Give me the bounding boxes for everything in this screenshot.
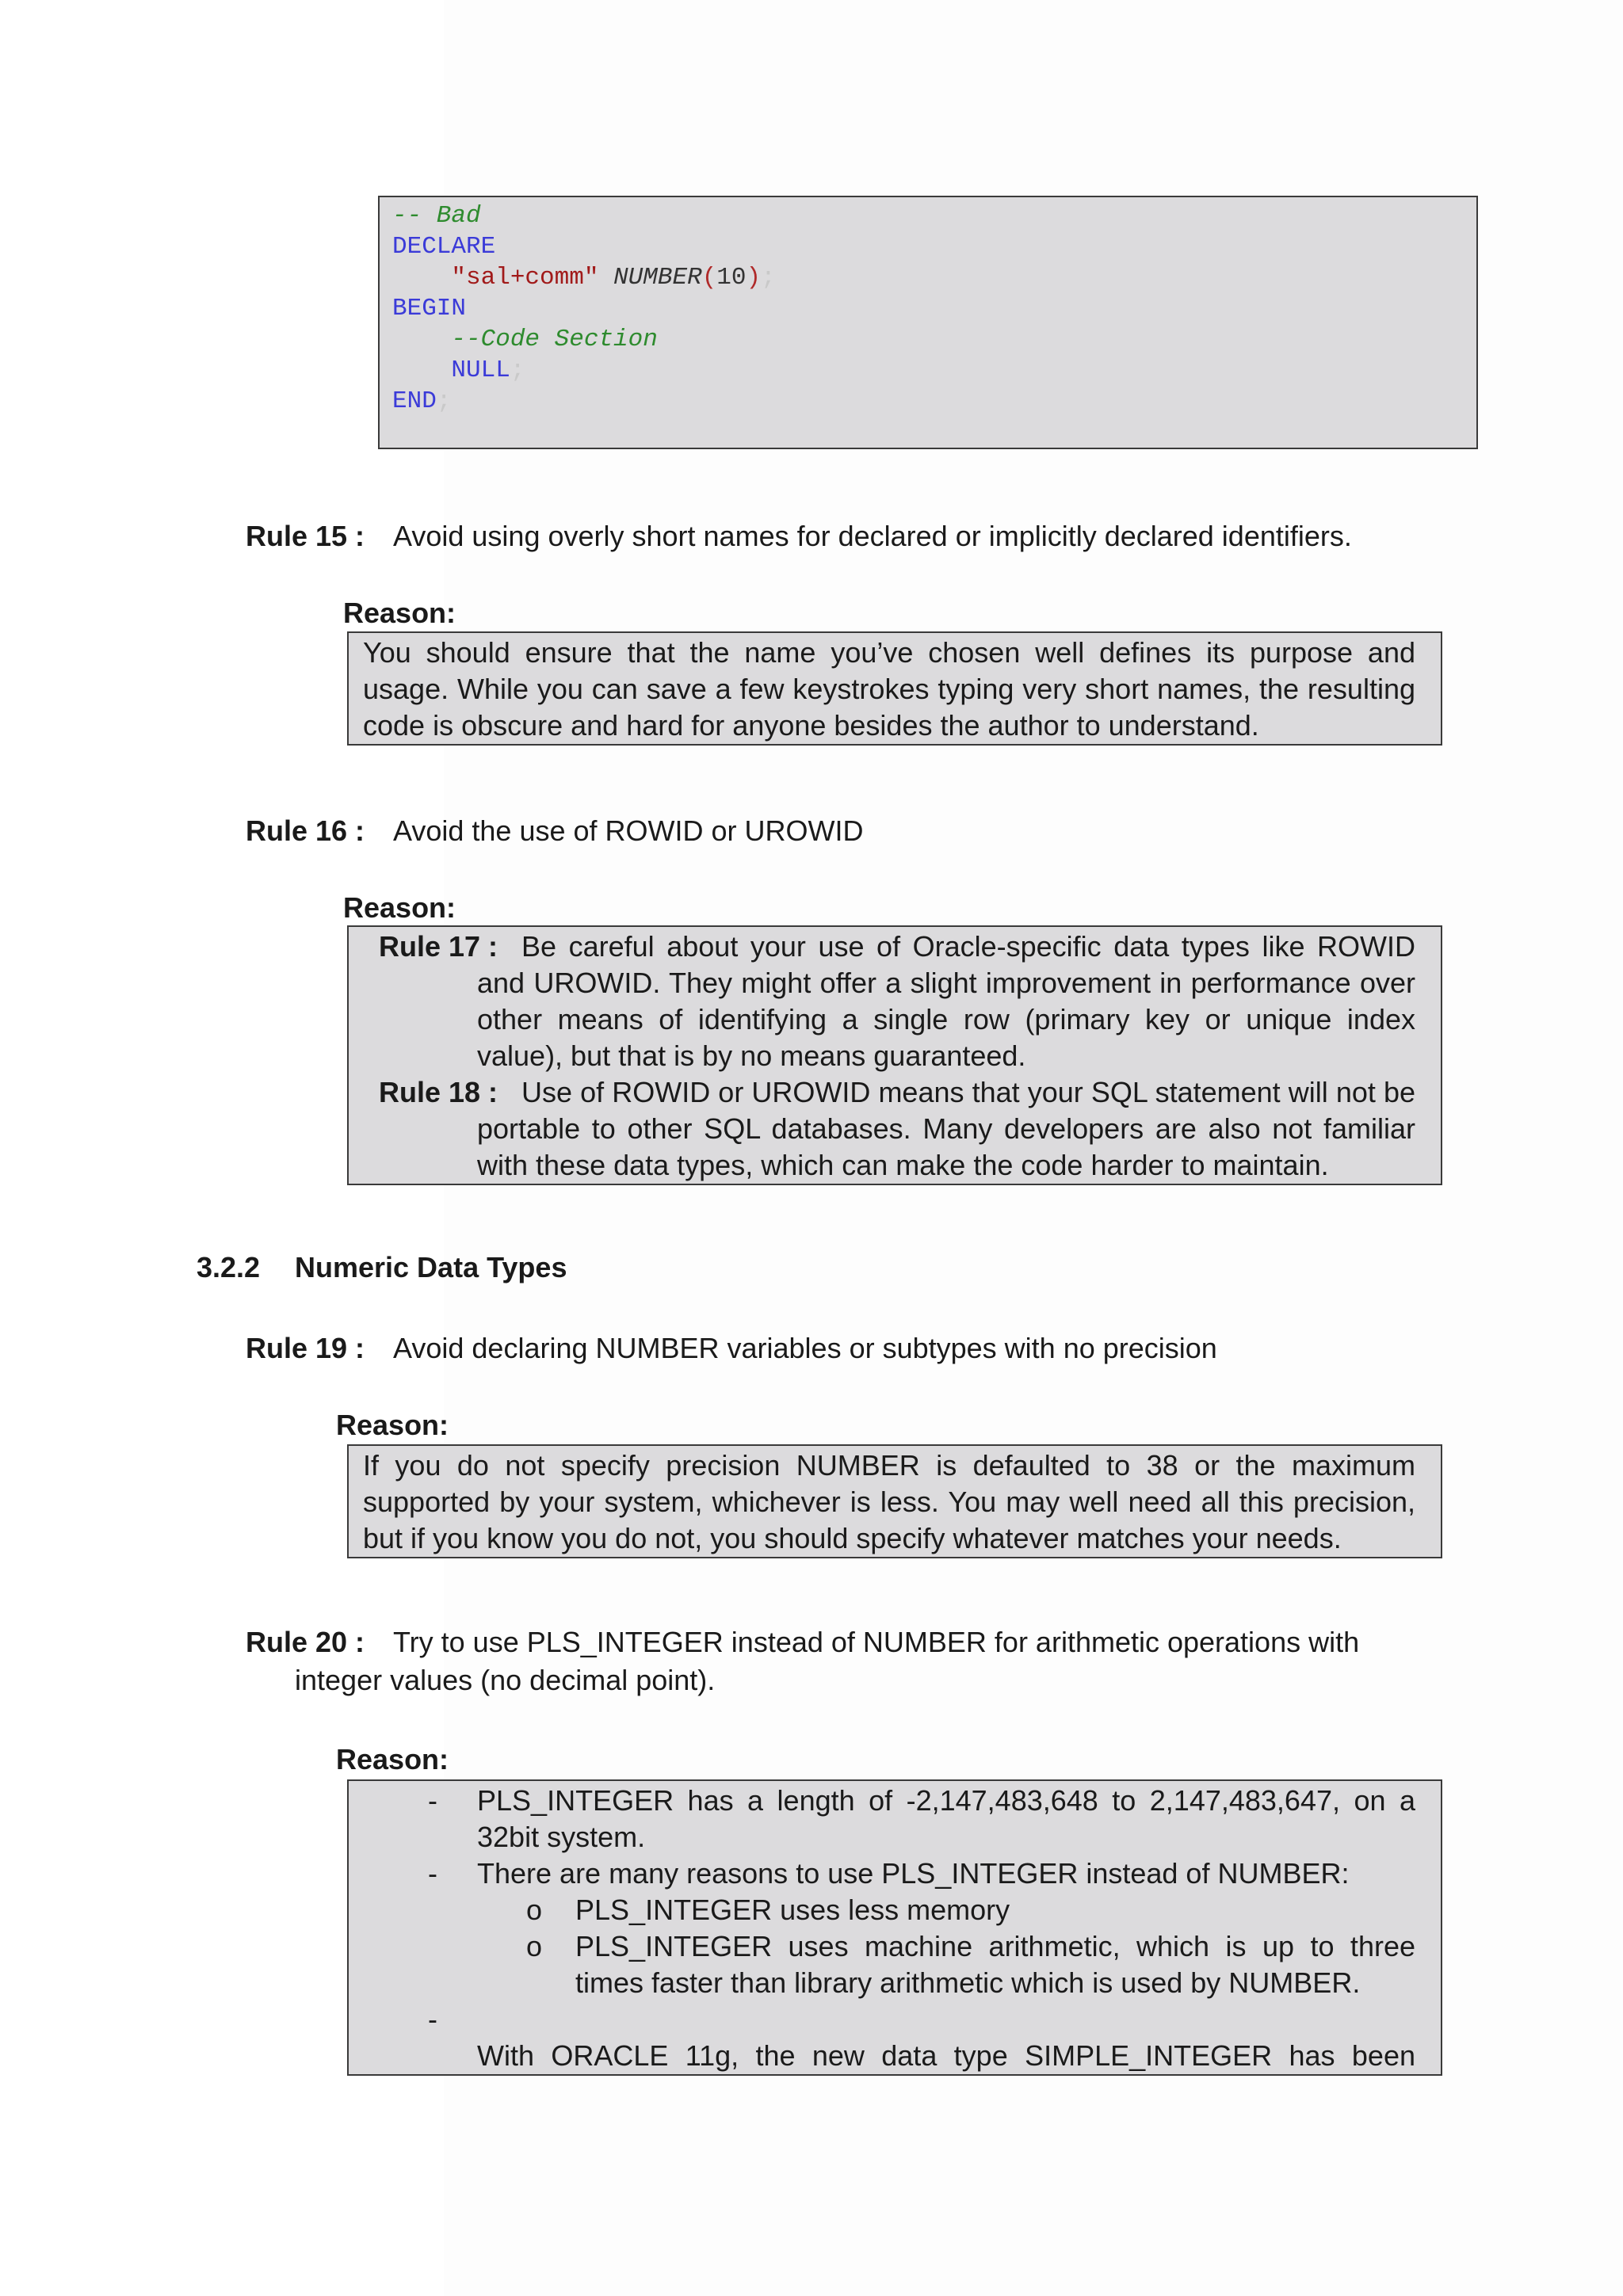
rule-19-reason-label: Reason: xyxy=(336,1409,449,1441)
code-line xyxy=(392,262,1464,293)
rule-17-label: Rule 17 : xyxy=(379,930,498,963)
code-line xyxy=(392,324,1464,355)
section-number: 3.2.2 xyxy=(197,1251,261,1283)
rule-18 xyxy=(363,1074,1415,1184)
list-item xyxy=(363,1783,1415,1855)
rule-19-label: Rule 19 : xyxy=(246,1332,365,1364)
code-token: BEGIN xyxy=(392,295,467,322)
bullet-circle: o xyxy=(526,1894,543,1926)
code-token: NUMBER xyxy=(613,264,702,292)
rule-20-label: Rule 20 : xyxy=(246,1626,365,1658)
bullet-text: PLS_INTEGER has a length of -2,147,483,648 to 2,147,483,647, on a 32bit system. xyxy=(477,1784,1415,1853)
code-token: ( xyxy=(701,264,717,292)
bullet-circle: o xyxy=(526,1930,543,1962)
bullet-text: There are many reasons to use PLS_INTEGER instead of NUMBER: xyxy=(477,1857,1350,1890)
code-indent xyxy=(392,357,451,384)
code-line xyxy=(392,355,1464,386)
bullet-text: With ORACLE 11g, the new data type SIMPLE_INTEGER has been xyxy=(477,2039,1415,2072)
rule-20-reason-box xyxy=(347,1779,1442,2076)
list-item xyxy=(363,1855,1415,1892)
rule-15-label: Rule 15 : xyxy=(246,520,365,552)
bullet-dash: - xyxy=(428,1857,437,1890)
code-example-block xyxy=(378,196,1478,449)
code-indent xyxy=(392,264,451,292)
code-line xyxy=(392,386,1464,417)
code-token: ; xyxy=(436,387,452,415)
rule-20-text: Try to use PLS_INTEGER instead of NUMBER for arithmetic operations with integer values (no decimal point). xyxy=(295,1626,1360,1696)
list-item xyxy=(363,2001,1415,2038)
section-heading xyxy=(197,1249,567,1287)
code-token: 10 xyxy=(716,264,747,292)
rule-18-text: Use of ROWID or UROWID means that your SQL statement will not be portable to other SQL databases. Many developers are also not familiar with these data types, which can make the code harder to maintain. xyxy=(477,1076,1415,1181)
rule-15-reason-label: Reason: xyxy=(343,597,456,629)
rule-15-reason-text: You should ensure that the name you’ve chosen well defines its purpose and usage. While you can save a few keystrokes typing very short names, the resulting code is obscure and hard for anyone besides the author to understand. xyxy=(363,636,1415,742)
rule-16-reason-box xyxy=(347,925,1442,1185)
rule-19 xyxy=(246,1329,1217,1367)
subbullet-text: PLS_INTEGER uses less memory xyxy=(575,1894,1010,1926)
sub-list-item xyxy=(363,1892,1415,1928)
section-title: Numeric Data Types xyxy=(295,1251,567,1283)
bullet-dash: - xyxy=(428,2003,437,2035)
rule-16-text: Avoid the use of ROWID or UROWID xyxy=(393,814,864,847)
rule-16-reason-label: Reason: xyxy=(343,891,456,924)
code-token: "sal+comm" xyxy=(451,264,599,292)
subbullet-text: PLS_INTEGER uses machine arithmetic, which is up to three times faster than library arithmetic which is used by NUMBER. xyxy=(575,1930,1415,1999)
rule-17-text: Be careful about your use of Oracle-specific data types like ROWID and UROWID. They might offer a slight improvement in performance over other means of identifying a single row (primary key or unique index value), but that is by no means guaranteed. xyxy=(477,930,1415,1072)
code-token: NULL xyxy=(451,357,510,384)
code-token xyxy=(598,264,613,292)
code-token: -- Bad xyxy=(392,202,481,230)
rule-18-label: Rule 18 : xyxy=(379,1076,498,1108)
code-token: ; xyxy=(761,264,776,292)
code-line xyxy=(392,293,1464,324)
bullet-dash: - xyxy=(428,1784,437,1817)
rule-16-label: Rule 16 : xyxy=(246,814,365,847)
code-token: ) xyxy=(746,264,762,292)
code-line xyxy=(392,231,1464,262)
code-line xyxy=(392,200,1464,231)
rule-15 xyxy=(246,517,1352,555)
code-token: DECLARE xyxy=(392,233,496,261)
rule-15-reason-box xyxy=(347,631,1442,746)
rule-19-reason-box xyxy=(347,1444,1442,1558)
rule-15-text: Avoid using overly short names for declared or implicitly declared identifiers. xyxy=(393,520,1352,552)
rule-19-text: Avoid declaring NUMBER variables or subtypes with no precision xyxy=(393,1332,1217,1364)
rule-16 xyxy=(246,812,864,850)
code-token: END xyxy=(392,387,437,415)
code-token: --Code Section xyxy=(451,326,658,353)
code-indent xyxy=(392,326,451,353)
rule-19-reason-text: If you do not specify precision NUMBER is defaulted to 38 or the maximum supported by your system, whichever is less. You may well need all this precision, but if you know you do not, you should specify whatever matches your needs. xyxy=(363,1449,1415,1554)
rule-20 xyxy=(246,1623,1442,1699)
sub-list-item xyxy=(363,1928,1415,2001)
list-item-continued xyxy=(363,2038,1415,2074)
code-token: ; xyxy=(510,357,525,384)
rule-20-reason-label: Reason: xyxy=(336,1743,449,1775)
rule-17 xyxy=(363,929,1415,1074)
